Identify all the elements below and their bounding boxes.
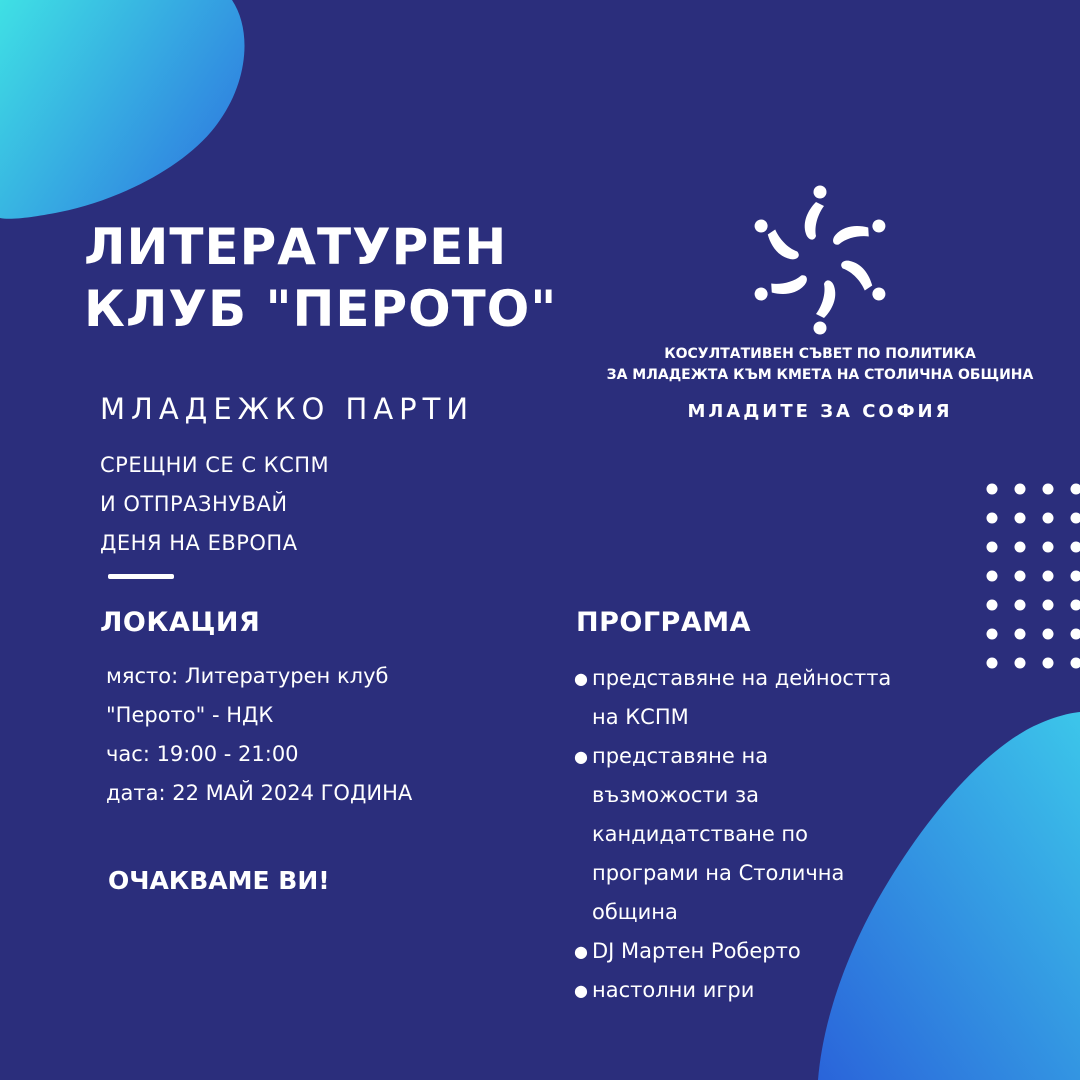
bullet-icon: ● [574,669,588,688]
bullet-icon: ● [574,942,588,961]
tagline-line-2: И ОТПРАЗНУВАЙ [100,492,288,516]
decorative-dot [1015,513,1026,524]
decorative-dot [1071,542,1080,553]
decorative-dot [1043,542,1054,553]
title-line-1: ЛИТЕРАТУРЕН [84,218,508,276]
location-time: час: 19:00 - 21:00 [106,742,299,766]
decorative-dot [1071,629,1080,640]
list-item: ● DJ Мартен Роберто [572,932,892,971]
top-left-gradient-blob [0,0,260,230]
decorative-dot [1071,600,1080,611]
flower-of-people-icon [740,180,900,340]
decorative-dot [987,513,998,524]
event-tagline [100,446,329,563]
decorative-dot [1071,571,1080,582]
section-divider [108,574,174,579]
dot-grid-decoration [984,481,1080,671]
decorative-dot [987,600,998,611]
list-item: ● представяне на възможости за кандидатстване по програми на Столична община [572,737,892,932]
bullet-icon: ● [574,747,588,766]
decorative-dot [1015,629,1026,640]
decorative-dot [1043,629,1054,640]
tagline-line-1: СРЕЩНИ СЕ С КСПМ [100,453,330,477]
bullet-icon: ● [574,981,588,1000]
list-item: ● настолни игри [572,971,892,1010]
location-details [106,657,412,813]
decorative-dot [1015,484,1026,495]
event-title [84,216,557,340]
decorative-dot [987,658,998,669]
location-date: дата: 22 МАЙ 2024 ГОДИНА [106,781,413,805]
decorative-dot [1043,484,1054,495]
decorative-dot [987,484,998,495]
decorative-dot [1015,571,1026,582]
closing-text: ОЧАКВАМЕ ВИ! [108,866,330,895]
decorative-dot [1015,600,1026,611]
program-list [572,659,892,1010]
location-place-cont: "Перото" - НДК [106,703,274,727]
decorative-dot [1071,513,1080,524]
decorative-dot [1043,600,1054,611]
title-line-2: КЛУБ "ПЕРОТО" [84,280,558,338]
decorative-dot [1015,658,1026,669]
decorative-dot [1043,571,1054,582]
decorative-dot [1043,513,1054,524]
decorative-dot [1071,658,1080,669]
org-name-line-2: ЗА МЛАДЕЖТА КЪМ КМЕТА НА СТОЛИЧНА ОБЩИНА [606,367,1034,383]
decorative-dot [1043,658,1054,669]
list-item: ● представяне на дейността на КСПМ [572,659,892,737]
event-subtitle: МЛАДЕЖКО ПАРТИ [100,392,475,426]
decorative-dot [987,542,998,553]
decorative-dot [987,571,998,582]
org-name-line-1: КОСУЛТАТИВЕН СЪВЕТ ПО ПОЛИТИКА [664,346,976,362]
location-place: място: Литературен клуб [106,664,389,688]
tagline-line-3: ДЕНЯ НА ЕВРОПА [100,531,298,555]
org-slogan: МЛАДИТЕ ЗА СОФИЯ [687,401,953,422]
decorative-dot [1071,484,1080,495]
program-heading: ПРОГРАМА [576,607,751,638]
location-heading: ЛОКАЦИЯ [100,607,261,638]
decorative-dot [1015,542,1026,553]
decorative-dot [987,629,998,640]
